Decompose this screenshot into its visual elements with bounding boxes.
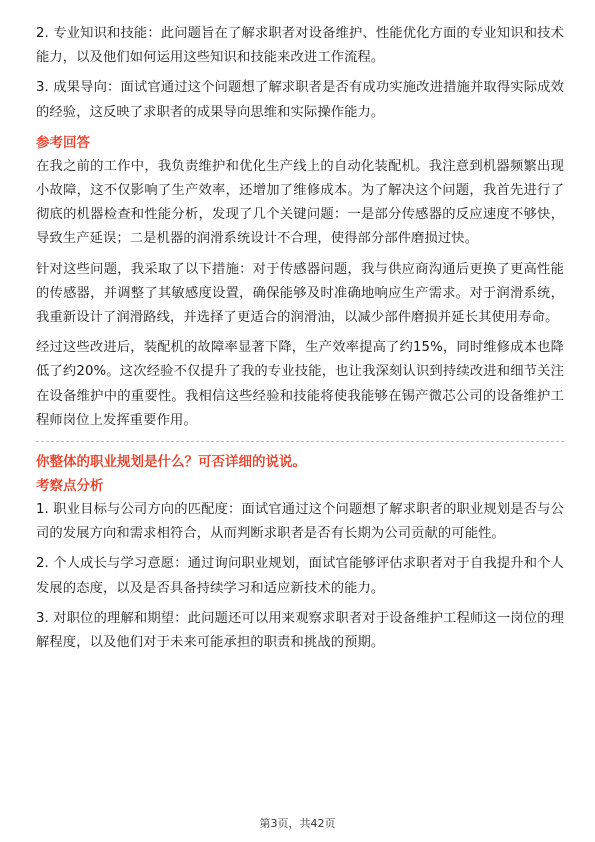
- reference-answer-heading: 参考回答: [36, 134, 90, 151]
- page-content: [36, 22, 564, 661]
- analysis-point-2: 2. 专业知识和技能：此问题旨在了解求职者对设备维护、性能优化方面的专业知识和技术能力，以及他们如何运用这些知识和技能来改进工作流程。: [36, 26, 564, 66]
- analysis-point-2b: 2. 个人成长与学习意愿：通过询问职业规划，面试官能够评估求职者对于自我提升和个人发展的态度，以及是否具备持续学习和适应新技术的能力。: [36, 556, 564, 596]
- analysis-point-3b: 3. 对职位的理解和期望：此问题还可以用来观察求职者对于设备维护工程师这一岗位的理解程度，以及他们对于未来可能承担的职责和挑战的预期。: [36, 610, 564, 651]
- analysis-heading: 考察点分析: [36, 478, 104, 495]
- answer-paragraph-1: 在我之前的工作中，我负责维护和优化生产线上的自动化装配机。我注意到机器频繁出现小故障，这不仅影响了生产效率，还增加了维修成本。为了解决这个问题，我首先进行了彻底的机器检查和性能分析，发现了几个关键问题：一是部分传感器的反应速度不够快，导致生产延误；二是机器的润滑系统设计不合理，使得部分部件磨损过快。: [36, 158, 564, 247]
- answer-paragraph-3: 经过这些改进后，装配机的故障率显著下降，生产效率提高了约15%，同时维修成本也降低了约20%。这次经验不仅提升了我的专业技能，也让我深刻认识到持续改进和细节关注在设备维护中的重要性。我相信这些经验和技能将使我能够在锡产微芯公司的设备维护工程师岗位上发挥重要作用。: [36, 340, 564, 428]
- analysis-point-1: 1. 职业目标与公司方向的匹配度：面试官通过这个问题想了解求职者的职业规划是否与公司的发展方向和需求相符合，从而判断求职者是否有长期为公司贡献的可能性。: [36, 502, 564, 542]
- page-number: 第3页，共42页: [259, 817, 336, 830]
- analysis-point-3: 3. 成果导向：面试官通过这个问题想了解求职者是否有成功实施改进措施并取得实际成效的经验，这反映了求职者的成果导向思维和实际操作能力。: [36, 80, 564, 120]
- section-divider: [36, 441, 564, 442]
- interview-question: 你整体的职业规划是什么？可否详细的说说。: [36, 454, 306, 471]
- answer-paragraph-2: 针对这些问题，我采取了以下措施：对于传感器问题，我与供应商沟通后更换了更高性能的传感器，并调整了其敏感度设置，确保能够及时准确地响应生产需求。对于润滑系统，我重新设计了润滑路线，并选择了更适合的润滑油，以减少部件磨损并延长其使用寿命。: [36, 261, 564, 326]
